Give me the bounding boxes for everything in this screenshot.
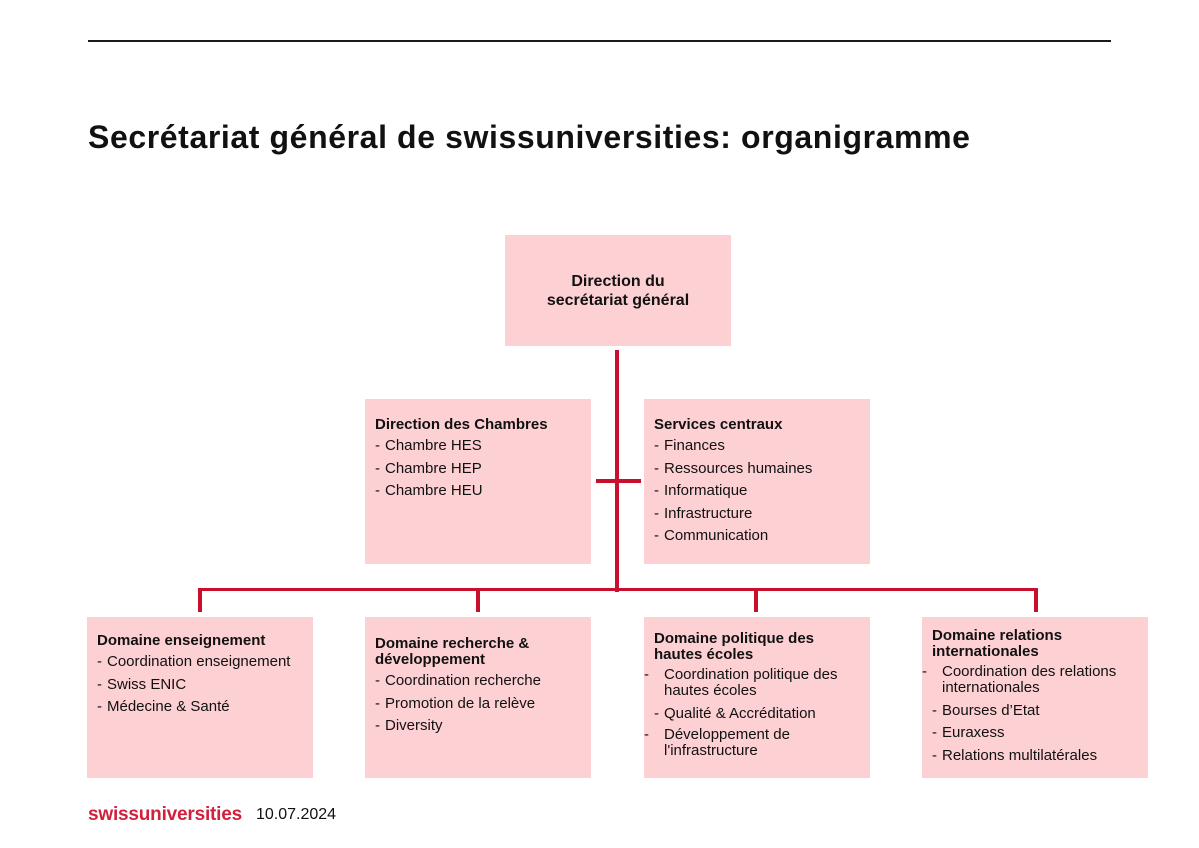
page-title: Secrétariat général de swissuniversities: organigramme xyxy=(88,119,971,155)
org-box-domaine-enseignement xyxy=(87,617,313,778)
connector-drop-4 xyxy=(1034,588,1038,612)
org-box-title: Services centraux xyxy=(654,416,783,433)
org-box-label: Direction du secrétariat général xyxy=(546,272,690,309)
org-box-item: - Qualité & Accréditation xyxy=(654,704,816,722)
org-box-item: - Diversity xyxy=(375,717,443,735)
connector-crossbar xyxy=(596,479,641,483)
org-box-item: - Coordination recherche xyxy=(375,672,541,689)
org-box-title: Domaine relations internationales xyxy=(932,627,1063,660)
org-box-title: Domaine politique des hautes écoles xyxy=(654,630,815,663)
org-box-item: - Coordination politique des hautes écoles xyxy=(644,666,838,699)
org-box-direction-secretariat xyxy=(505,235,731,346)
org-box-item: - Relations multilatérales xyxy=(932,746,1098,764)
org-box-title: Direction des Chambres xyxy=(375,416,548,433)
org-box-item: - Coordination enseignement xyxy=(97,653,291,670)
org-box-item: - Chambre HES xyxy=(375,437,482,454)
connector-drop-2 xyxy=(476,588,480,612)
org-box-item: - Promotion de la relève xyxy=(375,694,536,712)
org-box-item: - Finances xyxy=(654,437,725,454)
org-box-item: - Coordination des relations internationales xyxy=(922,663,1117,696)
org-box-item: - Chambre HEU xyxy=(375,482,483,500)
org-box-domaine-relations-internationales xyxy=(922,617,1148,778)
connector-drop-3 xyxy=(754,588,758,612)
org-box-item: - Informatique xyxy=(654,482,748,500)
org-box-domaine-politique xyxy=(644,617,870,778)
org-box-domaine-recherche xyxy=(365,617,591,778)
connector-trunk xyxy=(615,350,619,592)
org-box-title: Domaine recherche & développement xyxy=(375,635,530,668)
org-box-direction-chambres xyxy=(365,399,591,564)
org-box-item: - Euraxess xyxy=(932,724,1005,742)
org-box-item: - Bourses d’Etat xyxy=(932,701,1040,719)
org-box-item: - Ressources humaines xyxy=(654,459,813,477)
header-rule xyxy=(88,40,1111,42)
connector-drop-1 xyxy=(198,588,202,612)
swissuniversities-logo: swissuniversities xyxy=(88,804,242,825)
org-box-item: - Chambre HEP xyxy=(375,459,482,477)
org-box-title: Domaine enseignement xyxy=(97,632,266,649)
org-box-item: - Communication xyxy=(654,527,769,545)
org-box-services-centraux xyxy=(644,399,870,564)
org-box-item: - Médecine & Santé xyxy=(97,698,230,716)
org-box-item: - Développement de l'infrastructure xyxy=(644,726,790,760)
connector-domains-bar xyxy=(198,588,1038,591)
footer-date: 10.07.2024 xyxy=(256,806,337,823)
org-box-item: - Swiss ENIC xyxy=(97,675,187,693)
org-box-item: - Infrastructure xyxy=(654,504,753,522)
